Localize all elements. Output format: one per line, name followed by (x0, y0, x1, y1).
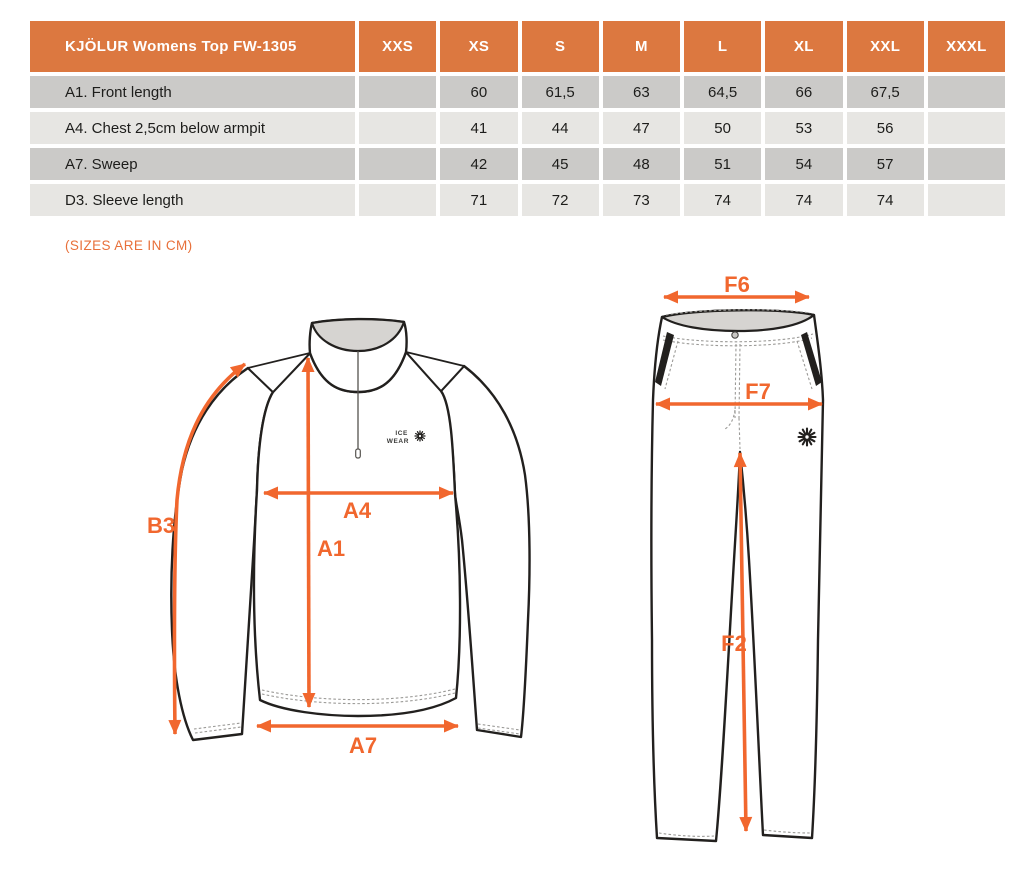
value-cell (928, 184, 1005, 216)
pants-diagram (620, 275, 910, 865)
label-f2: F2 (721, 631, 747, 656)
label-a1: A1 (317, 536, 346, 561)
row-label-cell: A4. Chest 2,5cm below armpit (30, 112, 355, 144)
value-cell: 64,5 (684, 76, 761, 108)
value-cell (359, 184, 436, 216)
pants-body (651, 310, 823, 841)
size-header-xxxl: XXXL (928, 21, 1005, 72)
value-cell (359, 76, 436, 108)
value-cell: 44 (522, 112, 599, 144)
value-cell (928, 76, 1005, 108)
label-b3: B3 (146, 513, 176, 538)
value-cell: 60 (440, 76, 517, 108)
size-header-l: L (684, 21, 761, 72)
top-body (254, 352, 460, 716)
value-cell: 51 (684, 148, 761, 180)
label-a7: A7 (348, 733, 378, 758)
value-cell: 53 (765, 112, 842, 144)
value-cell: 47 (603, 112, 680, 144)
value-cell: 56 (847, 112, 924, 144)
value-cell (359, 112, 436, 144)
units-note: (SIZES ARE IN CM) (65, 238, 193, 253)
value-cell: 41 (440, 112, 517, 144)
value-cell (928, 148, 1005, 180)
value-cell: 74 (765, 184, 842, 216)
value-cell: 54 (765, 148, 842, 180)
value-cell (928, 112, 1005, 144)
size-header-xs: XS (440, 21, 517, 72)
value-cell: 67,5 (847, 76, 924, 108)
row-label-cell: D3. Sleeve length (30, 184, 355, 216)
value-cell: 61,5 (522, 76, 599, 108)
logo-text-ice: ICE (395, 430, 408, 437)
value-cell: 48 (603, 148, 680, 180)
size-header-m: M (603, 21, 680, 72)
label-f7: F7 (745, 379, 771, 404)
size-header-xl: XL (765, 21, 842, 72)
value-cell: 74 (684, 184, 761, 216)
row-label-cell: A7. Sweep (30, 148, 355, 180)
zipper-pull (356, 449, 361, 458)
size-header-s: S (522, 21, 599, 72)
value-cell: 42 (440, 148, 517, 180)
value-cell: 73 (603, 184, 680, 216)
top-garment-diagram (140, 270, 600, 770)
row-label-cell: A1. Front length (30, 76, 355, 108)
value-cell: 50 (684, 112, 761, 144)
table-title: KJÖLUR Womens Top FW-1305 (30, 21, 355, 72)
waist-button (732, 332, 738, 338)
value-cell: 74 (847, 184, 924, 216)
size-table (30, 21, 1005, 216)
value-cell: 45 (522, 148, 599, 180)
size-header-xxl: XXL (847, 21, 924, 72)
value-cell: 63 (603, 76, 680, 108)
label-f6: F6 (724, 275, 750, 297)
measure-arrow-a1 (308, 358, 309, 707)
value-cell: 72 (522, 184, 599, 216)
value-cell: 71 (440, 184, 517, 216)
value-cell: 57 (847, 148, 924, 180)
value-cell (359, 148, 436, 180)
logo-text-wear: WEAR (386, 438, 409, 445)
value-cell: 66 (765, 76, 842, 108)
size-header-xxs: XXS (359, 21, 436, 72)
label-a4: A4 (342, 498, 372, 523)
